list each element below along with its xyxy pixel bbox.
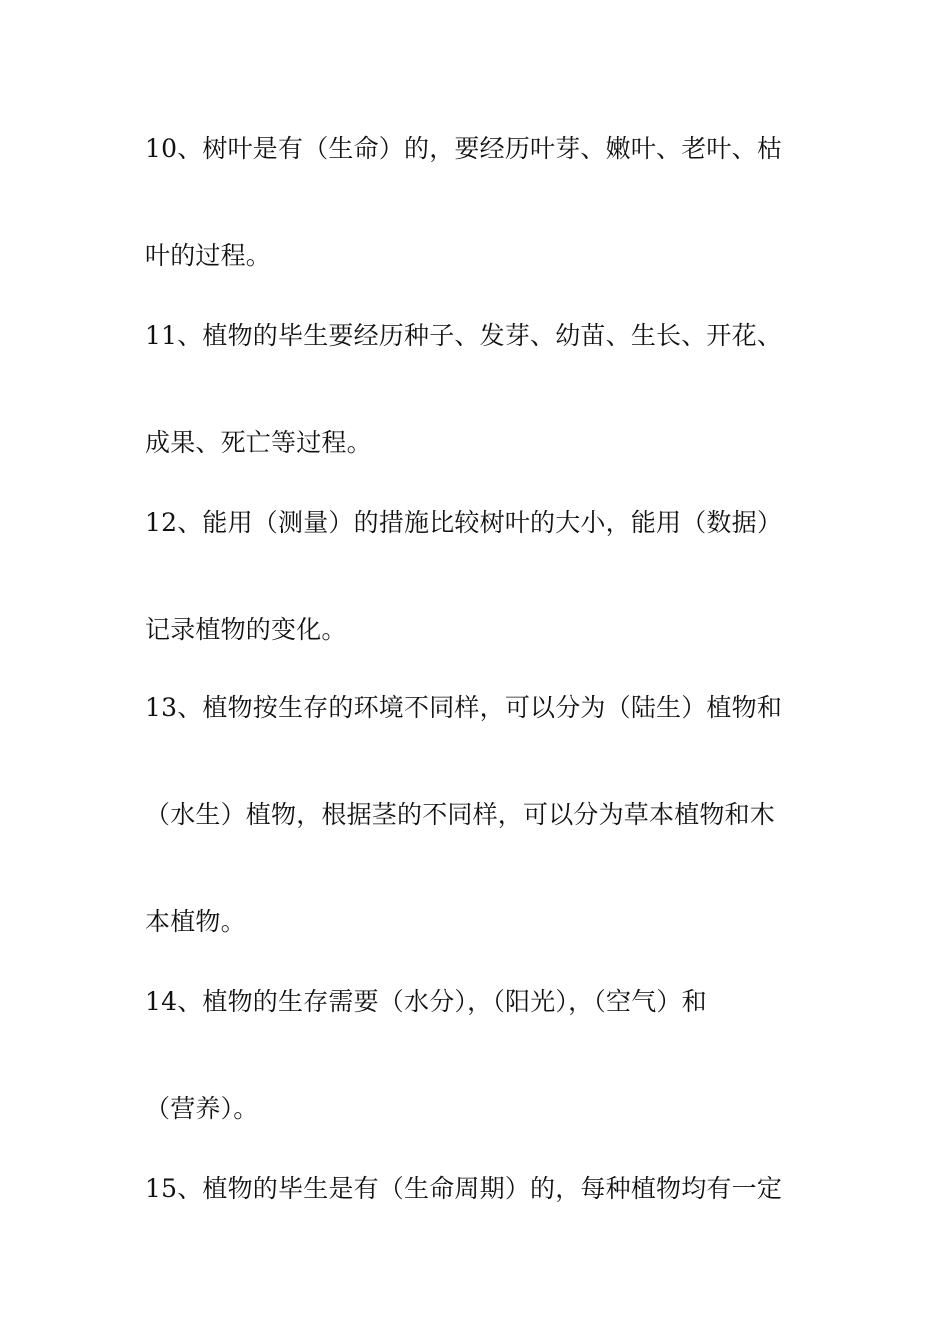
text-line: 12、能用（测量）的措施比较树叶的大小，能用（数据） [145,508,783,537]
text-line: 本植物。 [145,907,246,936]
text-line: 15、植物的毕生是有（生命周期）的，每种植物均有一定 [145,1174,783,1203]
text-line: 记录植物的变化。 [145,615,347,644]
text-line: 成果、死亡等过程。 [145,428,372,457]
text-line: 叶的过程。 [145,241,272,270]
text-line: 14、植物的生存需要（水分），（阳光），（空气）和 [145,987,707,1016]
text-line: 13、植物按生存的环境不同样，可以分为（陆生）植物和 [145,693,783,722]
text-line: （营养）。 [145,1094,259,1123]
text-line: 11、植物的毕生要经历种子、发芽、幼苗、生长、开花、 [145,321,783,350]
text-line: 10、树叶是有（生命）的，要经历叶芽、嫩叶、老叶、枯 [145,134,783,163]
text-line: （水生）植物，根据茎的不同样，可以分为草本植物和木 [145,800,776,829]
